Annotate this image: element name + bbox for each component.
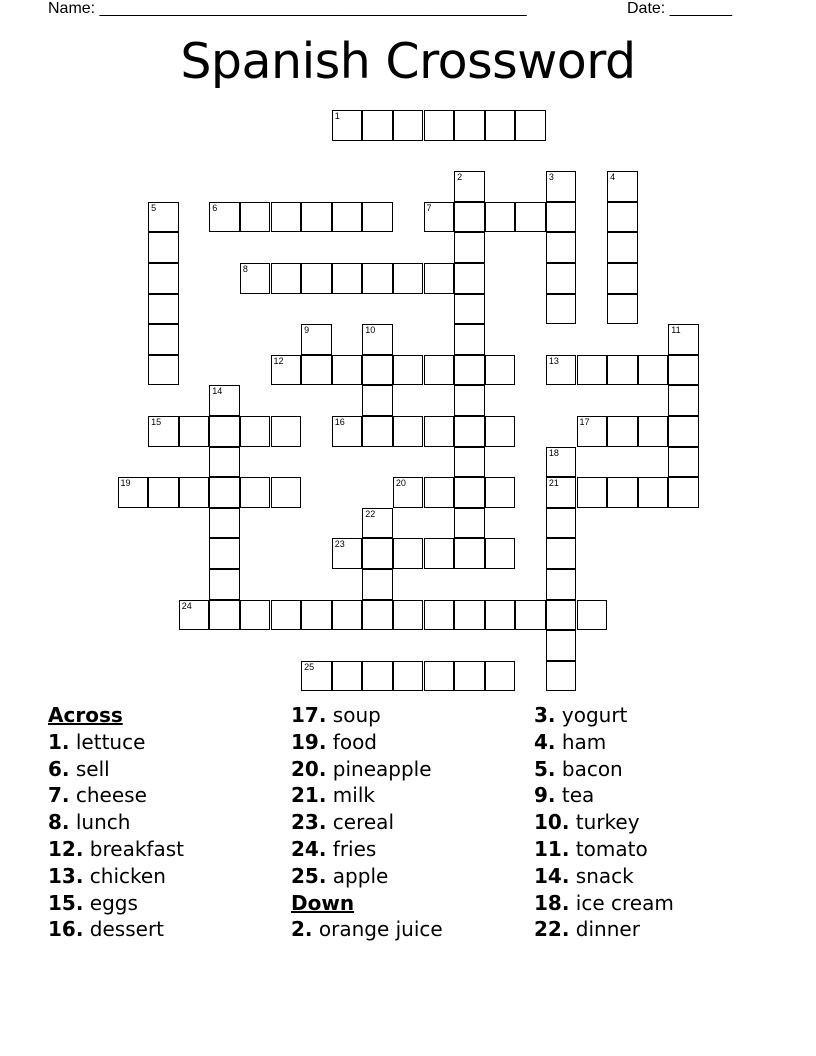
clue-number: 12 [273, 355, 284, 366]
across-heading [48, 702, 288, 729]
clue-text: ham [561, 729, 607, 754]
grid-cell[interactable] [577, 600, 608, 631]
grid-cell[interactable] [546, 661, 577, 692]
down-clue [534, 729, 774, 756]
across-heading-label: Across [48, 703, 123, 727]
grid-cell[interactable] [424, 538, 455, 569]
grid-cell[interactable] [362, 416, 393, 447]
grid-cell[interactable] [362, 385, 393, 416]
grid-cell[interactable] [271, 355, 302, 386]
grid-cell[interactable] [424, 263, 455, 294]
clue-text: tomato [575, 836, 648, 861]
grid-cell[interactable] [485, 416, 516, 447]
grid-cell[interactable] [424, 477, 455, 508]
grid-cell[interactable] [362, 202, 393, 233]
grid-cell[interactable] [485, 661, 516, 692]
grid-cell[interactable] [209, 508, 240, 539]
grid-cell[interactable] [454, 294, 485, 325]
grid-cell[interactable] [301, 202, 332, 233]
clue-number: 17 [579, 417, 590, 427]
clue-number-label: 21. [291, 783, 327, 808]
grid-cell[interactable] [546, 600, 577, 631]
down-heading-label: Down [291, 890, 355, 915]
grid-cell[interactable] [638, 355, 669, 386]
grid-cell[interactable] [240, 416, 271, 447]
grid-cell[interactable] [148, 263, 179, 294]
grid-cell[interactable] [332, 600, 363, 631]
grid-cell[interactable] [454, 477, 485, 508]
grid-cell[interactable] [454, 661, 485, 692]
date-field[interactable]: Date: _______ [627, 0, 732, 17]
clue-text: lettuce [75, 729, 146, 754]
grid-cell[interactable] [301, 600, 332, 631]
grid-cell[interactable] [271, 477, 302, 508]
grid-cell[interactable] [607, 232, 638, 263]
grid-cell[interactable] [515, 110, 546, 141]
grid-cell[interactable] [209, 385, 240, 416]
page-title: Spanish Crossword [180, 33, 636, 90]
across-clue [48, 782, 288, 809]
clue-text: yogurt [561, 703, 628, 727]
grid-cell[interactable] [668, 477, 699, 508]
grid-cell[interactable] [393, 477, 424, 508]
across-clue [291, 863, 531, 890]
grid-cell[interactable] [638, 477, 669, 508]
clue-text: snack [575, 863, 634, 888]
grid-cell[interactable] [118, 477, 149, 508]
grid-cell[interactable] [454, 538, 485, 569]
clue-number-label: 4. [534, 729, 556, 754]
grid-cell[interactable] [332, 110, 363, 141]
grid-cell[interactable] [393, 661, 424, 692]
clue-number: 21 [548, 478, 559, 489]
across-clue [291, 702, 531, 729]
clue-text: dessert [89, 917, 165, 942]
clue-text: pineapple [332, 756, 432, 781]
grid-cell[interactable] [301, 661, 332, 692]
clue-number: 13 [548, 355, 559, 366]
grid-cell[interactable] [454, 324, 485, 355]
grid-cell[interactable] [362, 538, 393, 569]
grid-cell[interactable] [607, 416, 638, 447]
grid-cell[interactable] [240, 263, 271, 294]
across-clue [291, 782, 531, 809]
clue-text: soup [332, 703, 381, 727]
clue-number-label: 13. [48, 863, 84, 888]
grid-cell[interactable] [332, 661, 363, 692]
clue-number: 1 [334, 111, 340, 121]
clue-number: 5 [151, 202, 157, 213]
grid-cell[interactable] [148, 324, 179, 355]
clue-text: breakfast [89, 836, 184, 861]
grid-cell[interactable] [668, 416, 699, 447]
clue-number: 15 [151, 417, 162, 427]
across-clue [291, 756, 531, 783]
grid-cell[interactable] [209, 477, 240, 508]
clue-text: apple [332, 863, 389, 888]
grid-cell[interactable] [577, 477, 608, 508]
clue-text: tea [561, 783, 595, 808]
clue-number-label: 23. [291, 810, 327, 835]
clue-number-label: 19. [291, 729, 327, 754]
grid-cell[interactable] [577, 355, 608, 386]
grid-cell[interactable] [485, 202, 516, 233]
grid-cell[interactable] [271, 263, 302, 294]
grid-cell[interactable] [515, 600, 546, 631]
grid-cell[interactable] [485, 477, 516, 508]
clue-column-1 [48, 702, 288, 943]
grid-cell[interactable] [148, 294, 179, 325]
clue-number: 25 [304, 661, 315, 672]
grid-cell[interactable] [362, 569, 393, 600]
down-clue [534, 782, 774, 809]
clue-text: dinner [575, 917, 640, 942]
grid-cell[interactable] [301, 324, 332, 355]
grid-cell[interactable] [393, 263, 424, 294]
across-clue [48, 756, 288, 783]
clue-text: chicken [89, 863, 166, 888]
grid-cell[interactable] [546, 171, 577, 202]
grid-cell[interactable] [454, 263, 485, 294]
grid-cell[interactable] [179, 416, 210, 447]
grid-cell[interactable] [607, 355, 638, 386]
clue-column-2 [291, 702, 531, 943]
grid-cell[interactable] [546, 538, 577, 569]
name-field[interactable]: Name: ________________________________________________ [48, 0, 527, 17]
grid-cell[interactable] [332, 202, 363, 233]
grid-cell[interactable] [454, 385, 485, 416]
clue-number-label: 9. [534, 783, 556, 808]
grid-cell[interactable] [209, 600, 240, 631]
grid-cell[interactable] [301, 263, 332, 294]
grid-cell[interactable] [515, 202, 546, 233]
grid-cell[interactable] [454, 110, 485, 141]
clue-number: 20 [395, 478, 406, 489]
grid-cell[interactable] [179, 600, 210, 631]
clue-number-label: 15. [48, 890, 84, 915]
across-clue [291, 836, 531, 863]
grid-cell[interactable] [546, 294, 577, 325]
clue-number-label: 18. [534, 890, 570, 915]
down-clue [534, 836, 774, 863]
grid-cell[interactable] [546, 447, 577, 478]
clue-number-label: 17. [291, 703, 327, 727]
across-clue [48, 809, 288, 836]
clue-number: 9 [304, 325, 310, 336]
clue-number: 3 [548, 172, 554, 183]
clue-number-label: 22. [534, 917, 570, 942]
clue-number: 4 [610, 172, 616, 183]
grid-cell[interactable] [209, 569, 240, 600]
grid-cell[interactable] [271, 600, 302, 631]
clue-number: 11 [671, 325, 681, 336]
clue-text: lunch [75, 810, 131, 835]
grid-cell[interactable] [485, 110, 516, 141]
grid-cell[interactable] [362, 263, 393, 294]
clue-number-label: 12. [48, 836, 84, 861]
grid-cell[interactable] [148, 355, 179, 386]
down-clue [534, 756, 774, 783]
grid-cell[interactable] [424, 600, 455, 631]
grid-cell[interactable] [332, 263, 363, 294]
grid-cell[interactable] [485, 600, 516, 631]
grid-cell[interactable] [362, 324, 393, 355]
grid-cell[interactable] [148, 477, 179, 508]
clue-number-label: 6. [48, 756, 70, 781]
clue-number: 10 [365, 325, 376, 336]
grid-cell[interactable] [485, 538, 516, 569]
clue-number-label: 1. [48, 729, 70, 754]
grid-cell[interactable] [454, 508, 485, 539]
grid-cell[interactable] [209, 416, 240, 447]
clue-number-label: 3. [534, 703, 556, 727]
grid-cell[interactable] [362, 355, 393, 386]
grid-cell[interactable] [393, 110, 424, 141]
grid-cell[interactable] [668, 355, 699, 386]
grid-cell[interactable] [179, 477, 210, 508]
clue-number-label: 25. [291, 863, 327, 888]
grid-cell[interactable] [607, 202, 638, 233]
grid-cell[interactable] [668, 385, 699, 416]
clue-text: eggs [89, 890, 138, 915]
grid-cell[interactable] [301, 355, 332, 386]
down-clue [291, 916, 531, 943]
clue-number: 18 [548, 447, 559, 458]
grid-cell[interactable] [546, 355, 577, 386]
grid-cell[interactable] [577, 416, 608, 447]
grid-cell[interactable] [148, 416, 179, 447]
clue-number: 2 [457, 172, 463, 183]
grid-cell[interactable] [668, 447, 699, 478]
grid-cell[interactable] [240, 202, 271, 233]
grid-cell[interactable] [393, 538, 424, 569]
clue-column-3 [534, 702, 774, 943]
clue-number: 19 [120, 478, 131, 489]
grid-cell[interactable] [332, 355, 363, 386]
grid-cell[interactable] [485, 355, 516, 386]
grid-cell[interactable] [362, 508, 393, 539]
clue-number-label: 10. [534, 810, 570, 835]
grid-cell[interactable] [454, 600, 485, 631]
grid-cell[interactable] [240, 600, 271, 631]
grid-cell[interactable] [607, 477, 638, 508]
grid-cell[interactable] [638, 416, 669, 447]
down-clue [534, 916, 774, 943]
clue-number: 7 [426, 202, 432, 213]
clue-text: orange juice [318, 917, 443, 942]
grid-cell[interactable] [454, 171, 485, 202]
across-clue [48, 836, 288, 863]
clue-number-label: 2. [291, 917, 313, 942]
grid-cell[interactable] [271, 202, 302, 233]
clue-text: cereal [332, 810, 394, 835]
across-clue [48, 729, 288, 756]
grid-cell[interactable] [546, 477, 577, 508]
grid-cell[interactable] [668, 324, 699, 355]
grid-cell[interactable] [546, 232, 577, 263]
clue-number-label: 24. [291, 836, 327, 861]
grid-cell[interactable] [424, 355, 455, 386]
clue-number-label: 14. [534, 863, 570, 888]
clue-text: sell [75, 756, 110, 781]
grid-cell[interactable] [393, 416, 424, 447]
across-clue [291, 809, 531, 836]
down-clue [534, 702, 774, 729]
clue-number: 8 [242, 264, 248, 274]
grid-cell[interactable] [362, 661, 393, 692]
grid-cell[interactable] [546, 630, 577, 661]
grid-cell[interactable] [454, 232, 485, 263]
down-heading [291, 890, 531, 917]
clue-text: ice cream [575, 890, 674, 915]
grid-cell[interactable] [454, 447, 485, 478]
grid-cell[interactable] [607, 171, 638, 202]
grid-cell[interactable] [424, 661, 455, 692]
clue-number-label: 16. [48, 917, 84, 942]
clue-number: 14 [212, 386, 223, 397]
grid-cell[interactable] [332, 416, 363, 447]
down-clue [534, 809, 774, 836]
grid-cell[interactable] [271, 416, 302, 447]
clue-text: milk [332, 783, 375, 808]
clue-number: 16 [334, 417, 345, 427]
grid-cell[interactable] [546, 202, 577, 233]
grid-cell[interactable] [209, 447, 240, 478]
clue-text: food [332, 729, 378, 754]
grid-cell[interactable] [607, 263, 638, 294]
grid-cell[interactable] [240, 477, 271, 508]
across-clue [48, 863, 288, 890]
grid-cell[interactable] [454, 202, 485, 233]
grid-cell[interactable] [546, 569, 577, 600]
grid-cell[interactable] [546, 263, 577, 294]
grid-cell[interactable] [209, 538, 240, 569]
down-clue [534, 890, 774, 917]
clue-number-label: 8. [48, 810, 70, 835]
grid-cell[interactable] [454, 416, 485, 447]
grid-cell[interactable] [546, 508, 577, 539]
grid-cell[interactable] [393, 355, 424, 386]
grid-cell[interactable] [209, 202, 240, 233]
clue-number-label: 20. [291, 756, 327, 781]
clue-text: fries [332, 836, 377, 861]
clue-number-label: 5. [534, 756, 556, 781]
grid-cell[interactable] [148, 202, 179, 233]
across-clue [291, 729, 531, 756]
grid-cell[interactable] [148, 232, 179, 263]
clue-number: 6 [212, 202, 218, 213]
clue-number-label: 11. [534, 836, 570, 861]
clue-text: bacon [561, 756, 623, 781]
clue-number: 23 [334, 539, 345, 550]
grid-cell[interactable] [454, 355, 485, 386]
grid-cell[interactable] [332, 538, 363, 569]
grid-cell[interactable] [424, 202, 455, 233]
clue-number: 24 [181, 600, 192, 611]
clue-number-label: 7. [48, 783, 70, 808]
across-clue [48, 916, 288, 943]
grid-cell[interactable] [393, 600, 424, 631]
down-clue [534, 863, 774, 890]
clue-text: turkey [575, 810, 640, 835]
grid-cell[interactable] [424, 416, 455, 447]
across-clue [48, 890, 288, 917]
grid-cell[interactable] [362, 110, 393, 141]
grid-cell[interactable] [607, 294, 638, 325]
clue-number: 22 [365, 508, 376, 519]
grid-cell[interactable] [362, 600, 393, 631]
grid-cell[interactable] [424, 110, 455, 141]
clue-text: cheese [75, 783, 147, 808]
